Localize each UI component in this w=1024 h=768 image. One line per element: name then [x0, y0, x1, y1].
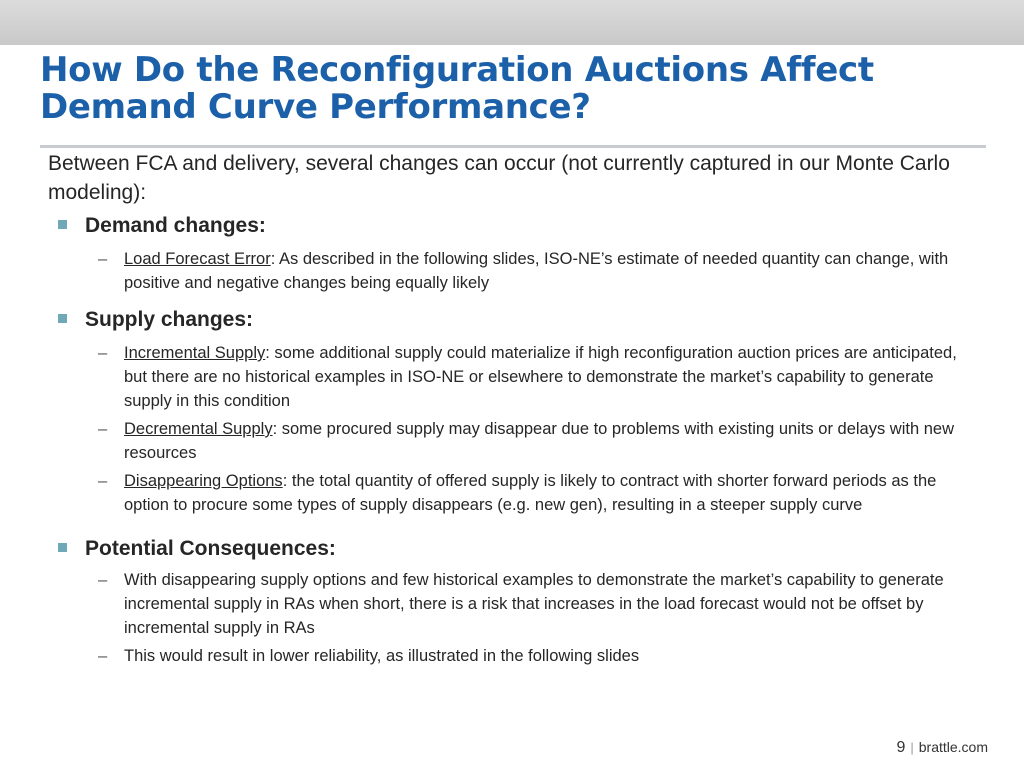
dash-bullet-icon: – — [98, 472, 108, 490]
dash-bullet-icon: – — [98, 250, 108, 268]
section-potential-consequences — [48, 535, 978, 562]
item-term: Incremental Supply — [124, 344, 266, 362]
item-text: : some procured supply may disappear due to problems with existing units or delays with new resources — [124, 420, 955, 462]
item-text: : As described in the following slides, ISO-NE’s estimate of needed quantity can change, with positive and negative changes being equally likely — [124, 250, 949, 292]
header-band — [0, 0, 1024, 45]
square-bullet-icon — [58, 314, 67, 323]
item-text: This would result in lower reliability, as illustrated in the following slides — [124, 647, 640, 665]
dash-bullet-icon: – — [98, 420, 108, 438]
list-item — [48, 568, 978, 640]
list-item — [48, 341, 978, 413]
section-supply-changes — [48, 306, 978, 333]
square-bullet-icon — [58, 220, 67, 229]
dash-bullet-icon: – — [98, 344, 108, 362]
dash-bullet-icon: – — [98, 647, 108, 665]
dash-bullet-icon: – — [98, 571, 108, 589]
section-heading: Demand changes: — [85, 214, 266, 237]
item-term: Load Forecast Error — [124, 250, 271, 268]
item-text: : the total quantity of offered supply is likely to contract with shorter forward periods as the option to procure some types of supply disappears (e.g. new gen), resulting in a steeper supply curve — [124, 472, 937, 514]
item-term: Disappearing Options — [124, 472, 283, 490]
intro-text: Between FCA and delivery, several changes can occur (not currently captured in our Monte Carlo modeling): — [48, 152, 950, 204]
title-divider — [40, 145, 986, 148]
section-heading: Potential Consequences: — [85, 537, 336, 560]
item-term: Decremental Supply — [124, 420, 273, 438]
list-item — [48, 469, 978, 517]
section-heading: Supply changes: — [85, 308, 254, 331]
footer-separator: | — [910, 740, 914, 755]
list-item — [48, 417, 978, 465]
square-bullet-icon — [58, 543, 67, 552]
section-demand-changes — [48, 212, 978, 239]
slide-title: How Do the Reconfiguration Auctions Affect Demand Curve Performance? — [40, 50, 874, 127]
item-text: With disappearing supply options and few historical examples to demonstrate the market’s capability to generate incremental supply in RAs when short, there is a risk that increases in the load forecast would not be offset by incremental supply in RAs — [124, 571, 944, 637]
footer-site: brattle.com — [918, 739, 988, 755]
slide-footer — [896, 739, 988, 757]
slide-body — [48, 149, 978, 668]
item-text: : some additional supply could materialize if high reconfiguration auction prices are anticipated, but there are no historical examples in ISO-NE or elsewhere to demonstrate the market’s capability to generate supply in this condition — [124, 344, 957, 410]
list-item — [48, 644, 978, 668]
page-number: 9 — [896, 739, 906, 756]
list-item — [48, 247, 978, 295]
